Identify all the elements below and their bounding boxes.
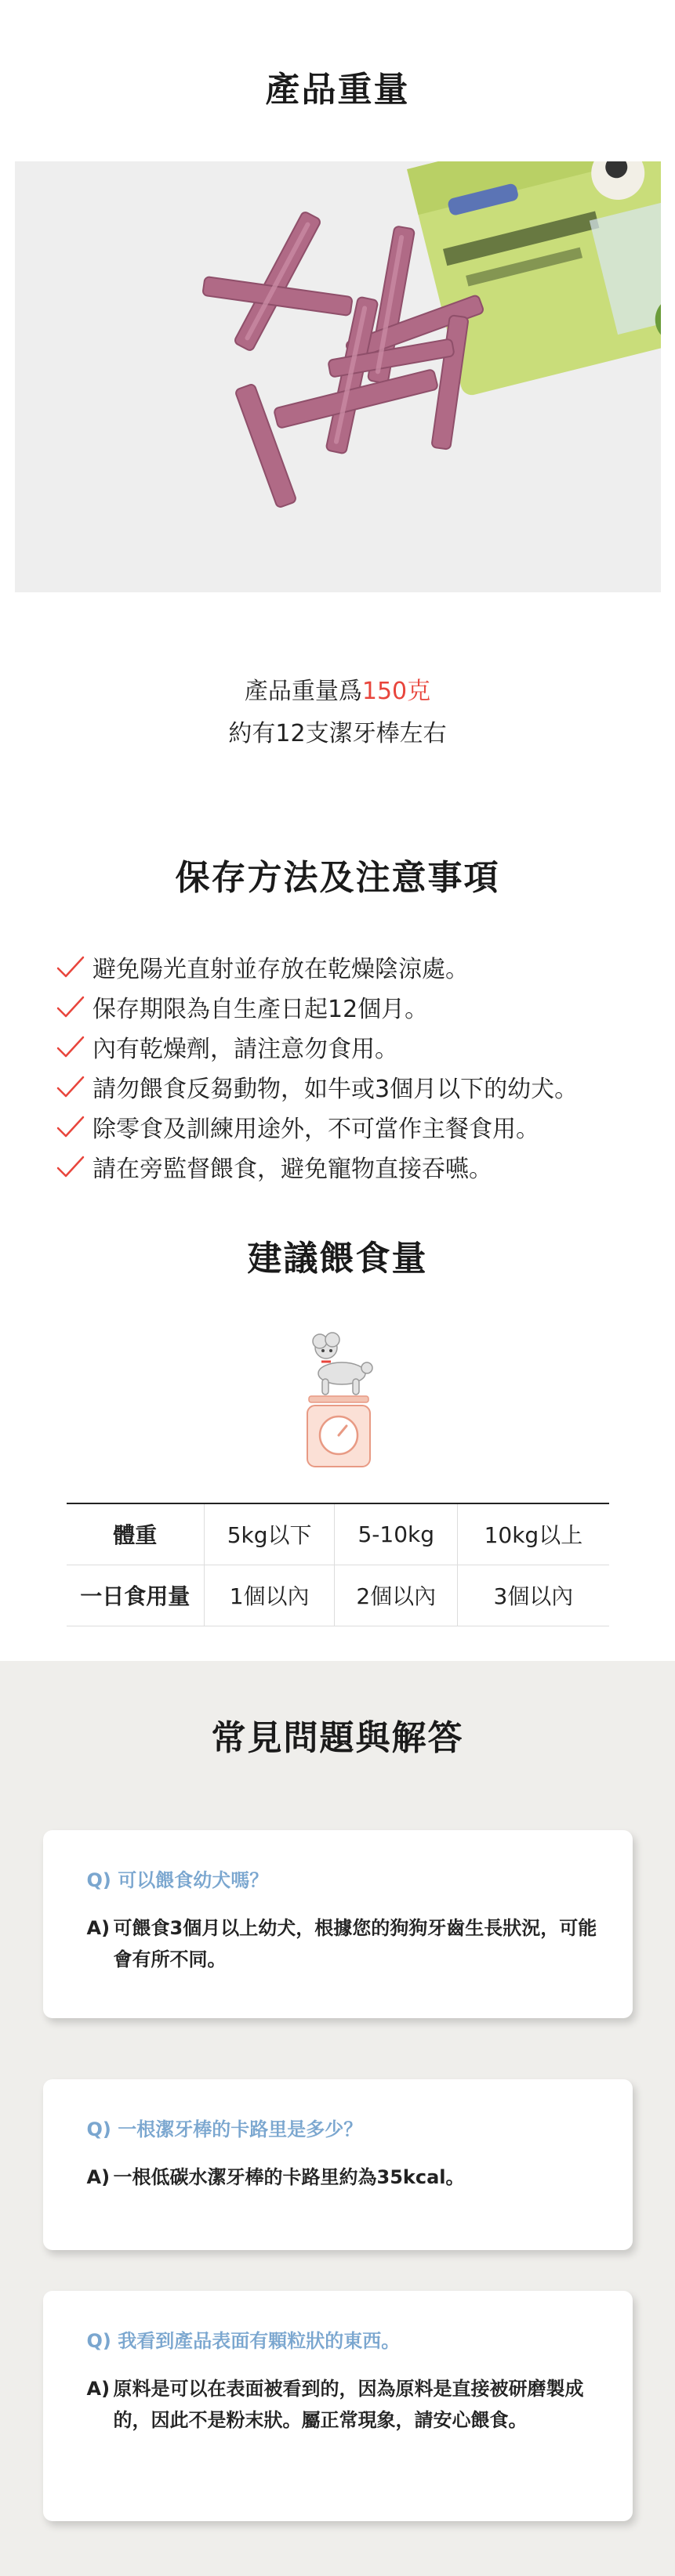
faq-card (43, 1830, 633, 2018)
storage-item-text: 請勿餵食反芻動物，如牛或3個月以下的幼犬。 (93, 1075, 579, 1103)
faq-section (0, 1661, 675, 2576)
faq-answer-label: A) (86, 2165, 111, 2188)
storage-section (0, 755, 675, 1186)
weight-prefix: 產品重量爲 (244, 678, 362, 705)
faq-card (43, 2291, 633, 2521)
dental-sticks-image (15, 161, 661, 592)
faq-answer (87, 2162, 601, 2193)
storage-item-text: 請在旁監督餵食，避免寵物直接吞嚥。 (93, 1155, 492, 1183)
storage-item-text: 保存期限為自生產日起12個月。 (93, 995, 429, 1023)
check-icon (55, 1152, 86, 1181)
table-cell: 2個以內 (335, 1565, 458, 1626)
storage-item-text: 避免陽光直射並存放在乾燥陰涼處。 (93, 955, 469, 983)
table-cell: 5-10kg (335, 1503, 458, 1565)
check-icon (55, 953, 86, 981)
feeding-table-row (67, 1565, 609, 1626)
weight-value: 150克 (361, 678, 431, 705)
faq-answer-label: A) (86, 2377, 111, 2400)
check-icon (55, 1033, 86, 1061)
feeding-section (0, 1186, 675, 1626)
faq-answer-text: 原料是可以在表面被看到的，因為原料是直接被研磨製成的，因此不是粉末狀。屬正常現象，請安心餵食。 (113, 2377, 584, 2431)
feeding-table-header-row (67, 1503, 609, 1565)
faq-answer (87, 2373, 601, 2436)
feeding-table (67, 1503, 609, 1626)
table-cell: 1個以內 (205, 1565, 335, 1626)
list-item (55, 986, 675, 1026)
product-photo (15, 161, 661, 592)
faq-title: 常見問題與解答 (211, 1717, 464, 1758)
table-cell: 一日食用量 (67, 1565, 205, 1626)
list-item (55, 1066, 675, 1106)
faq-question: Q) 可以餵食幼犬嗎？ (86, 1869, 269, 1891)
faq-question: Q) 我看到產品表面有顆粒狀的東西。 (86, 2329, 401, 2352)
check-icon (55, 993, 86, 1021)
weight-description (0, 671, 675, 755)
list-item (55, 946, 675, 986)
list-item (55, 1026, 675, 1066)
feeding-title: 建議餵食量 (247, 1239, 428, 1279)
storage-list (55, 946, 675, 1186)
weight-line-1 (0, 671, 675, 713)
list-item (55, 1106, 675, 1146)
list-item (55, 1146, 675, 1186)
faq-card (43, 2079, 633, 2250)
check-icon (55, 1113, 86, 1141)
faq-answer-label: A) (86, 1916, 111, 1939)
faq-answer-text: 可餵食3個月以上幼犬，根據您的狗狗牙齒生長狀況，可能會有所不同。 (113, 1916, 597, 1970)
weight-section (0, 0, 675, 755)
table-cell: 3個以內 (458, 1565, 609, 1626)
table-cell: 體重 (67, 1503, 205, 1565)
table-cell: 5kg以下 (205, 1503, 335, 1565)
faq-answer-text: 一根低碳水潔牙棒的卡路里約為35kcal。 (113, 2165, 465, 2188)
faq-answer (87, 1912, 601, 1975)
weight-line-2: 約有12支潔牙棒左右 (228, 720, 447, 747)
weight-title: 產品重量 (265, 70, 410, 110)
faq-list (0, 1830, 675, 2521)
storage-item-text: 內有乾燥劑，請注意勿食用。 (93, 1035, 398, 1063)
faq-question: Q) 一根潔牙棒的卡路里是多少？ (86, 2118, 363, 2140)
storage-item-text: 除零食及訓練用途外，不可當作主餐食用。 (93, 1115, 539, 1143)
check-icon (55, 1073, 86, 1101)
table-cell: 10kg以上 (458, 1503, 609, 1565)
dog-on-scale-icon (295, 1330, 381, 1471)
storage-title: 保存方法及注意事項 (175, 858, 500, 898)
